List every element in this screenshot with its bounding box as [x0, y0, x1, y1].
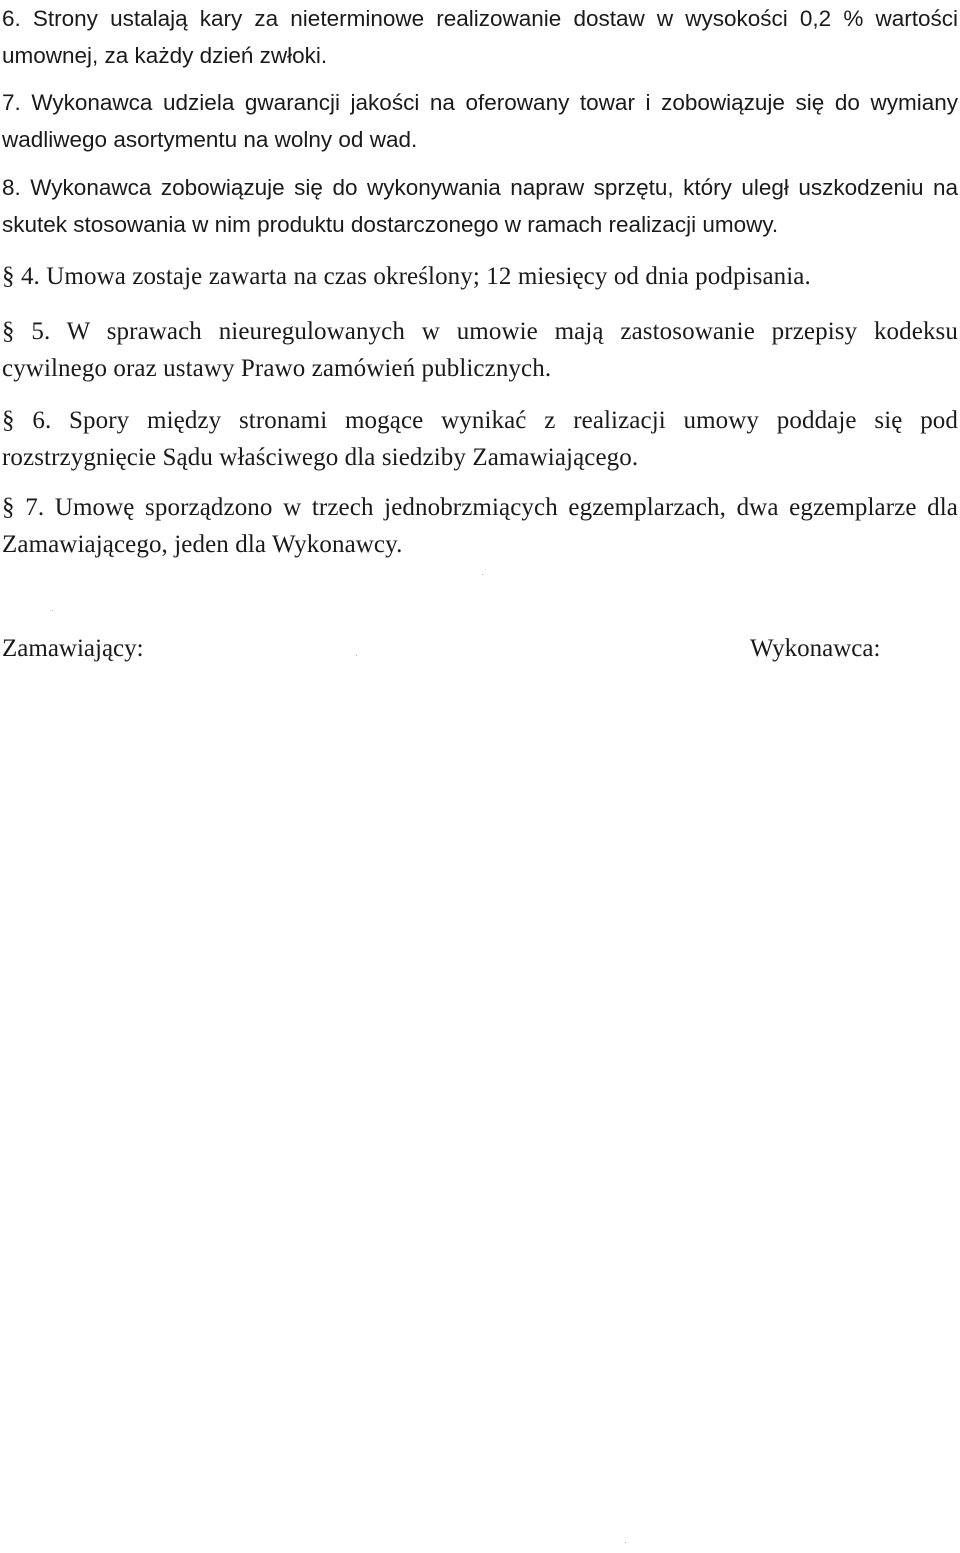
clause-6-penalties: 6. Strony ustalają kary za nieterminowe realizowanie dostaw w wysokości 0,2 % wartości umownej, za każdy dzień zwłoki.: [2, 6, 958, 68]
scan-speck: [482, 574, 483, 575]
signature-label-ordering-party: Zamawiający:: [2, 635, 144, 662]
signature-label-contractor: Wykonawca:: [750, 635, 881, 662]
clause-7-warranty: 7. Wykonawca udziela gwarancji jakości na oferowany towar i zobowiązuje się do wymiany wadliwego asortymentu na wolny od wad.: [2, 90, 958, 152]
scan-speck: [356, 655, 357, 656]
scan-speck: [625, 1542, 626, 1543]
section-6-disputes: § 6. Spory między stronami mogące wynikać z realizacji umowy poddaje się pod rozstrzygnięcie Sądu właściwego dla siedziby Zamawiającego.: [2, 407, 958, 471]
section-4-term: § 4. Umowa zostaje zawarta na czas określony; 12 miesięcy od dnia podpisania.: [2, 263, 811, 290]
clause-8-repairs: 8. Wykonawca zobowiązuje się do wykonywania napraw sprzętu, który uległ uszkodzeniu na skutek stosowania w nim produktu dostarczonego w ramach realizacji umowy.: [2, 175, 958, 237]
scan-speck: [52, 610, 53, 611]
section-7-copies: § 7. Umowę sporządzono w trzech jednobrzmiących egzemplarzach, dwa egzemplarze dla Zamawiającego, jeden dla Wykonawcy.: [2, 494, 958, 558]
section-5-applicable-law: § 5. W sprawach nieuregulowanych w umowie mają zastosowanie przepisy kodeksu cywilnego oraz ustawy Prawo zamówień publicznych.: [2, 318, 958, 382]
